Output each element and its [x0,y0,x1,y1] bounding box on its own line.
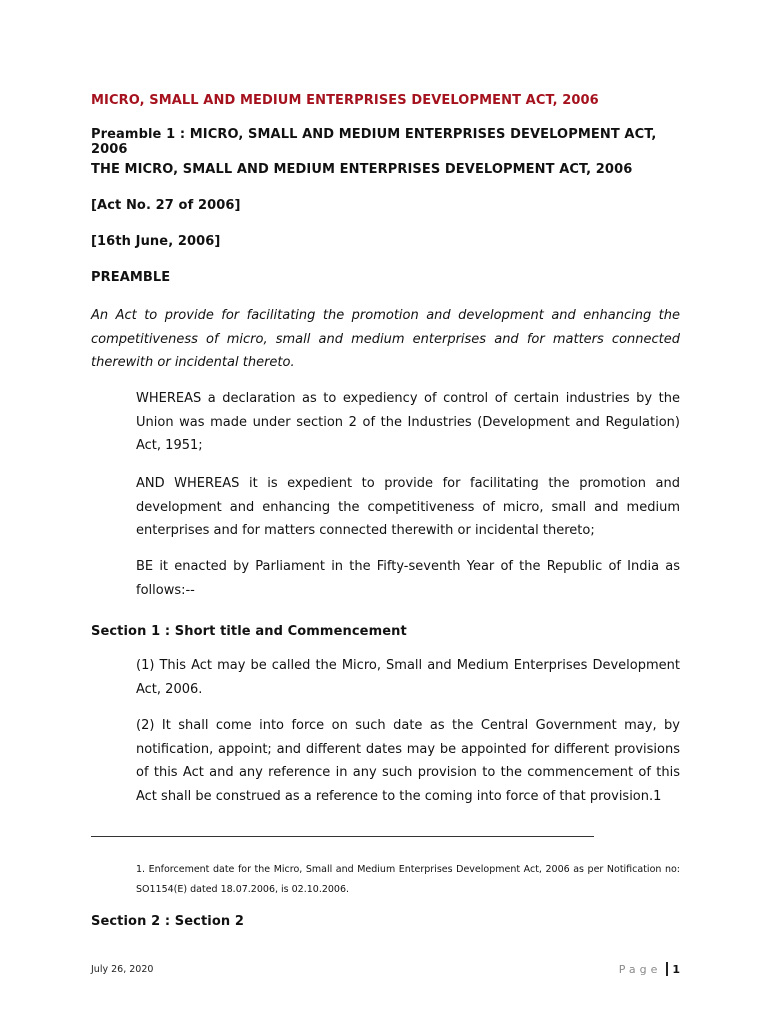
section-1-heading: Section 1 : Short title and Commencement [91,624,407,639]
act-name: THE MICRO, SMALL AND MEDIUM ENTERPRISES DEVELOPMENT ACT, 2006 [91,162,633,177]
whereas-paragraph-1: WHEREAS a declaration as to expediency of control of certain industries by the Union was made under section 2 of the Industries (Development and Regulation) Act, 1951; [136,391,680,453]
whereas-paragraph-2: AND WHEREAS it is expedient to provide for facilitating the promotion and development and enhancing the competitiveness of micro, small and medium enterprises and for matters connected therewith or incidental thereto; [136,476,680,538]
act-date: [16th June, 2006] [91,234,221,249]
footnote-separator [91,836,594,837]
enactment-paragraph: BE it enacted by Parliament in the Fifty-seventh Year of the Republic of India as follows:-- [136,559,680,598]
section-1-clause-2: (2) It shall come into force on such date as the Central Government may, by notification, appoint; and different dates may be appointed for different provisions of this Act and any reference in any such provision to the commencement of this Act shall be construed as a reference to the coming into force of that provision.1 [136,718,680,804]
preamble-heading: Preamble 1 : MICRO, SMALL AND MEDIUM ENTERPRISES DEVELOPMENT ACT, 2006 [91,127,657,157]
footer-page-indicator [619,962,680,976]
page-separator [666,962,668,976]
page-word: Page [618,962,662,976]
footnote-1: 1. Enforcement date for the Micro, Small and Medium Enterprises Development Act, 2006 as per Notification no: SO1154(E) dated 18.07.2006, is 02.10.2006. [136,864,680,895]
footer-date: July 26, 2020 [91,964,154,975]
section-2-heading: Section 2 : Section 2 [91,914,244,929]
section-1-clause-1: (1) This Act may be called the Micro, Small and Medium Enterprises Development Act, 2006. [136,658,680,697]
long-title-paragraph: An Act to provide for facilitating the promotion and development and enhancing the competitiveness of micro, small and medium enterprises and for matters connected therewith or incidental thereto. [91,308,680,370]
document-title: MICRO, SMALL AND MEDIUM ENTERPRISES DEVELOPMENT ACT, 2006 [91,93,599,108]
preamble-label: PREAMBLE [91,270,171,285]
page-number: 1 [672,962,680,976]
act-number: [Act No. 27 of 2006] [91,198,241,213]
